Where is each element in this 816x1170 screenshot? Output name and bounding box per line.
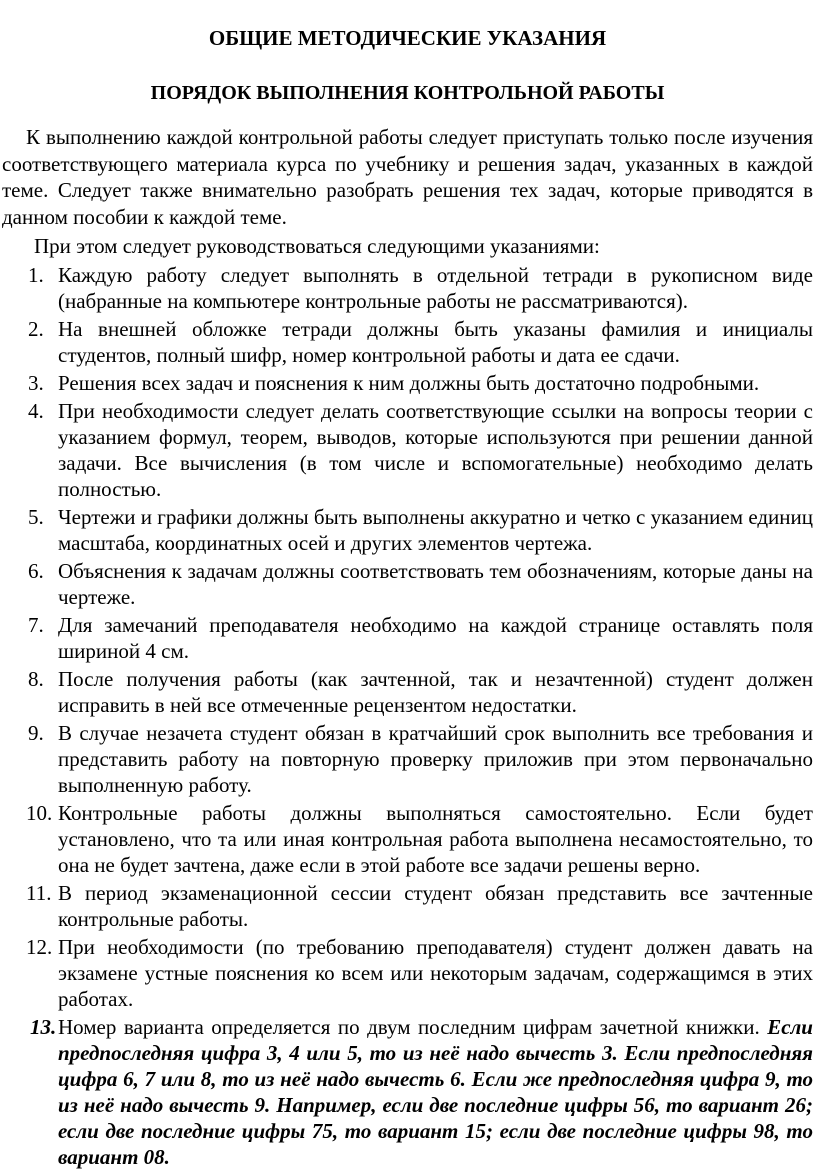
list-item [2,666,813,718]
list-item-variant-rule [2,1014,813,1170]
list-item-text: Решения всех задач и пояснения к ним должны быть достаточно подробными. [58,370,760,395]
list-item-number: 7. [28,612,44,637]
list-item-number: 10. [26,800,53,825]
list-item [2,558,813,610]
list-item-text: Для замечаний преподавателя необходимо на каждой странице оставлять поля шириной 4 см. [58,612,813,663]
list-item [2,880,813,932]
list-item-text: Контрольные работы должны выполняться самостоятельно. Если будет установлено, что та или иная контрольная работа выполнена несамостоятельно, то она не будет зачтена, даже если в этой работе все задачи решены верно. [58,800,813,877]
list-item-number: 6. [28,558,44,583]
list-item [2,316,813,368]
list-item [2,398,813,502]
list-item [2,800,813,878]
list-item-number: 3. [28,370,44,395]
page-title: ОБЩИЕ МЕТОДИЧЕСКИЕ УКАЗАНИЯ [208,26,607,50]
list-item-number: 8. [28,666,44,691]
list-item-text: В случае незачета студент обязан в кратчайший срок выполнить все требования и представить работу на повторную проверку приложив при этом первоначально выполненную работу. [58,720,813,797]
list-item [2,934,813,1012]
list-item-number: 12. [26,934,53,959]
list-item-text: В период экзаменационной сессии студент обязан представить все зачтенные контрольные работы. [58,880,813,931]
list-item-text: При необходимости (по требованию преподавателя) студент должен давать на экзамене устные пояснения ко всем или некоторым задачам, содержащимся в этих работах. [58,934,813,1011]
list-item-text: На внешней обложке тетради должны быть указаны фамилия и инициалы студентов, полный шифр, номер контрольной работы и дата ее сдачи. [58,316,813,367]
emphasized-text: Если предпоследняя цифра 3, 4 или 5, то из неё надо вычесть 3. Если предпоследняя цифра 6, 7 или 8, то из неё надо вычесть 6. Если же предпоследняя цифра 9, то из неё надо вычесть 9. Например, если две последние цифры 56, то вариант 26; если две последние цифры 75, то вариант 15; если две последние цифры 98, то вариант 08. [58,1014,813,1169]
list-item-number: 4. [28,398,44,423]
list-item-text: После получения работы (как зачтенной, так и незачтенной) студент должен исправить в ней все отмеченные рецензентом недостатки. [58,666,813,717]
list-item-text: При необходимости следует делать соответствующие ссылки на вопросы теории с указанием формул, теорем, выводов, которые используются при решении данной задачи. Все вычисления (в том числе и вспомогательные) необходимо делать полностью. [58,398,813,501]
list-item-number: 5. [28,504,44,529]
list-item [2,612,813,664]
list-item-number: 2. [28,316,44,341]
list-item-number: 9. [28,720,44,745]
list-item-number: 13. [30,1014,57,1039]
lead-sentence: При этом следует руководствоваться следующими указаниями: [34,234,600,258]
list-item-text: Чертежи и графики должны быть выполнены аккуратно и четко с указанием единиц масштаба, координатных осей и других элементов чертежа. [58,504,813,555]
instructions-list [2,262,813,1170]
list-item-number: 11. [26,880,52,905]
list-item [2,720,813,798]
list-item [2,370,813,396]
intro-paragraph: К выполнению каждой контрольной работы следует приступать только после изучения соответствующего материала курса по учебнику и решения задач, указанных в каждой теме. Следует также внимательно разобрать решения тех задач, которые приводятся в данном пособии к каждой теме. [2,125,813,229]
list-item-text: Объяснения к задачам должны соответствовать тем обозначениям, которые даны на чертеже. [58,558,813,609]
section-heading: ПОРЯДОК ВЫПОЛНЕНИЯ КОНТРОЛЬНОЙ РАБОТЫ [150,82,665,104]
list-item-text: Номер варианта определяется по двум последним цифрам зачетной книжки. [58,1014,768,1039]
list-item [2,262,813,314]
list-item-text: Каждую работу следует выполнять в отдельной тетради в рукописном виде (набранные на компьютере контрольные работы не рассматриваются). [58,262,813,313]
list-item [2,504,813,556]
list-item-number: 1. [28,262,44,287]
